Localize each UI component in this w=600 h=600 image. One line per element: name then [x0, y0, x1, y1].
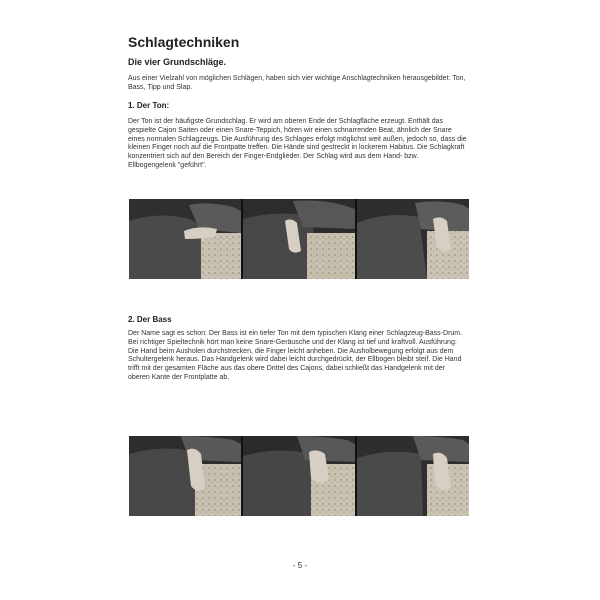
bass-photo-1 [129, 436, 241, 516]
photo-strip-ton [129, 199, 469, 279]
intro-paragraph: Aus einer Vielzahl von möglichen Schlägen, haben sich vier wichtige Anschlagtechniken herausgebildet: Ton, Bass, Tipp und Slap. [128, 75, 466, 91]
section-text-ton: Der Ton ist der häufigste Grundschlag. Er wird am oberen Ende der Schlagfläche erzeugt. Enthält das gespielte Cajon Saiten oder einen Snare-Teppich, hören wir einen schnarrenden Beat, ähnlich der Snare eines normalen Schlagzeugs. Die Ausführung des Schlages erfolgt möglichst weit außen, jedoch so, dass die kleinen Finger noch auf die Frontpatte treffen. Die Hände sind gestreckt in lockerem Habitus. Die Schlagkraft konzentriert sich auf den Bereich der Finger-Endglieder. Der Schlag wird aus dem Hand- bzw. Ellbogengelenk "geführt". [128, 118, 467, 169]
bass-photo-2 [243, 436, 355, 516]
section-heading-bass: 2. Der Bass [128, 315, 172, 324]
section-text-bass: Der Name sagt es schon: Der Bass ist ein tiefer Ton mit dem typischen Klang einer Schlagzeug-Bass-Drum. Bei richtiger Spieltechnik hört man keine Snare-Geräusche und der Klang ist tief und kraftvoll. Ausführung: Die Hand beim Ausholen durchstrecken, die Finger leicht anheben. Die Ausholbewegung erfolgt aus dem Schultergelenk heraus. Das Handgelenk wird dabei leicht durchgedrückt, der Ellbogen bleibt steif. Die Hand trifft mit der gesamten Fläche aus das obere Drittel des Cajons, dabei schließt das Handgelenk mit der oberen Kante der Frontplatte ab. [128, 330, 463, 381]
ton-photo-2 [243, 199, 355, 279]
page-number: - 5 - [292, 561, 308, 570]
section-heading-ton: 1. Der Ton: [128, 101, 170, 110]
ton-photo-3 [357, 199, 469, 279]
photo-strip-bass [129, 436, 469, 516]
page-title: Schlagtechniken [128, 34, 240, 50]
bass-photo-3 [357, 436, 469, 516]
page-subtitle: Die vier Grundschläge. [128, 57, 227, 67]
ton-photo-1 [129, 199, 241, 279]
